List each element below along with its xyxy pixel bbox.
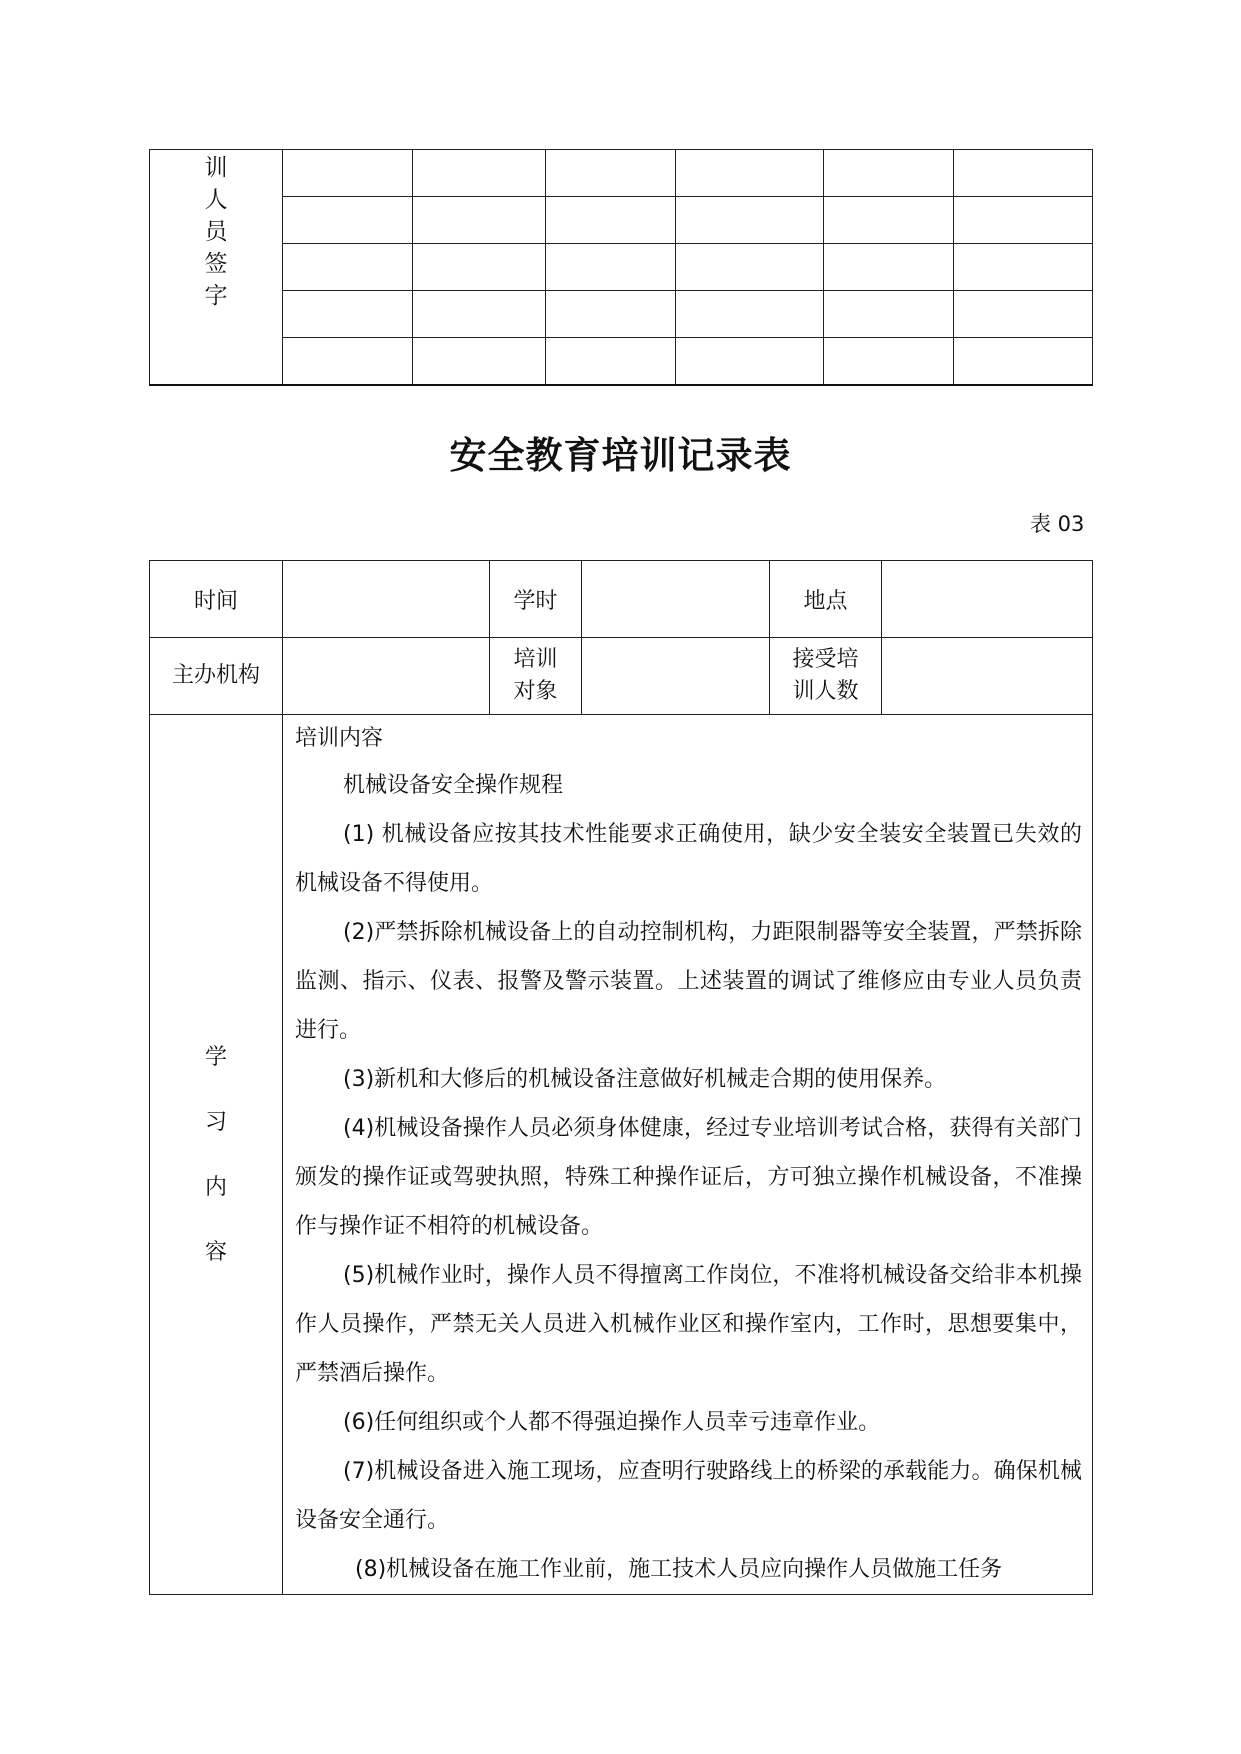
target-label: 培训 对象 [490,638,582,715]
signature-cell[interactable] [413,291,546,338]
signature-table [149,149,1093,386]
signature-cell[interactable] [413,197,546,244]
signature-cell[interactable] [546,244,676,291]
signature-cell[interactable] [283,338,413,386]
count-field[interactable] [882,638,1093,715]
content-subheading: 机械设备安全操作规程 [343,773,564,798]
count-label: 接受培 训人数 [770,638,882,715]
signature-cell[interactable] [954,197,1093,244]
rule-item: (6)任何组织或个人都不得强迫操作人员幸亏违章作业。 [343,1410,881,1435]
table-row [150,150,1093,197]
table-row [150,291,1093,338]
signature-cell[interactable] [413,338,546,386]
table-row [150,638,1093,715]
signature-cell[interactable] [954,150,1093,197]
signature-cell[interactable] [283,291,413,338]
signature-cell[interactable] [954,244,1093,291]
signature-cell[interactable] [824,150,954,197]
place-label: 地点 [770,561,882,638]
signature-cell[interactable] [546,197,676,244]
study-content-label: 学 习 内 容 [150,715,283,1595]
table-row [150,338,1093,386]
signature-cell[interactable] [546,291,676,338]
organizer-label: 主办机构 [150,638,283,715]
signature-cell[interactable] [676,244,824,291]
signature-cell[interactable] [824,197,954,244]
table-row [150,715,1093,1595]
table-number: 表 03 [1030,512,1085,536]
signature-cell[interactable] [954,338,1093,386]
signature-cell[interactable] [824,244,954,291]
signature-cell[interactable] [546,338,676,386]
rule-item: (3)新机和大修后的机械设备注意做好机械走合期的使用保养。 [343,1067,947,1092]
signature-cell[interactable] [546,150,676,197]
training-record-table [149,560,1093,1595]
signature-cell[interactable] [413,150,546,197]
signature-label: 训 人 员 签 字 [150,150,283,386]
rule-item: (2)严禁拆除机械设备上的自动控制机构，力距限制器等安全装置，严禁拆除监测、指示、仪表、报警及警示装置。上述装置的调试了维修应由专业人员负责进行。 [295,920,1082,1043]
study-content [283,715,1093,1595]
signature-cell[interactable] [283,244,413,291]
rule-item: (4)机械设备操作人员必须身体健康，经过专业培训考试合格，获得有关部门颁发的操作证或驾驶执照，特殊工种操作证后，方可独立操作机械设备，不准操作与操作证不相符的机械设备。 [295,1116,1082,1239]
content-heading: 培训内容 [295,726,384,751]
signature-cell[interactable] [676,197,824,244]
rule-item: (7)机械设备进入施工现场，应查明行驶路线上的桥梁的承载能力。确保机械设备安全通行。 [295,1459,1082,1533]
hours-label: 学时 [490,561,582,638]
signature-cell[interactable] [676,291,824,338]
table-row [150,197,1093,244]
signature-cell[interactable] [676,338,824,386]
place-field[interactable] [882,561,1093,638]
signature-cell[interactable] [413,244,546,291]
hours-field[interactable] [582,561,770,638]
table-row [150,244,1093,291]
signature-cell[interactable] [954,291,1093,338]
signature-cell[interactable] [283,197,413,244]
rule-item: (1) 机械设备应按其技术性能要求正确使用，缺少安全装安全装置已失效的机械设备不得使用。 [295,822,1082,896]
target-field[interactable] [582,638,770,715]
page-title: 安全教育培训记录表 [449,434,792,477]
rule-item: (8)机械设备在施工作业前，施工技术人员应向操作人员做施工任务 [355,1557,1003,1582]
time-field[interactable] [283,561,490,638]
signature-cell[interactable] [824,338,954,386]
organizer-field[interactable] [283,638,490,715]
signature-cell[interactable] [283,150,413,197]
signature-cell[interactable] [824,291,954,338]
time-label: 时间 [150,561,283,638]
signature-cell[interactable] [676,150,824,197]
table-row [150,561,1093,638]
rule-item: (5)机械作业时，操作人员不得擅离工作岗位，不准将机械设备交给非本机操作人员操作，严禁无关人员进入机械作业区和操作室内，工作时，思想要集中，严禁酒后操作。 [295,1263,1082,1386]
